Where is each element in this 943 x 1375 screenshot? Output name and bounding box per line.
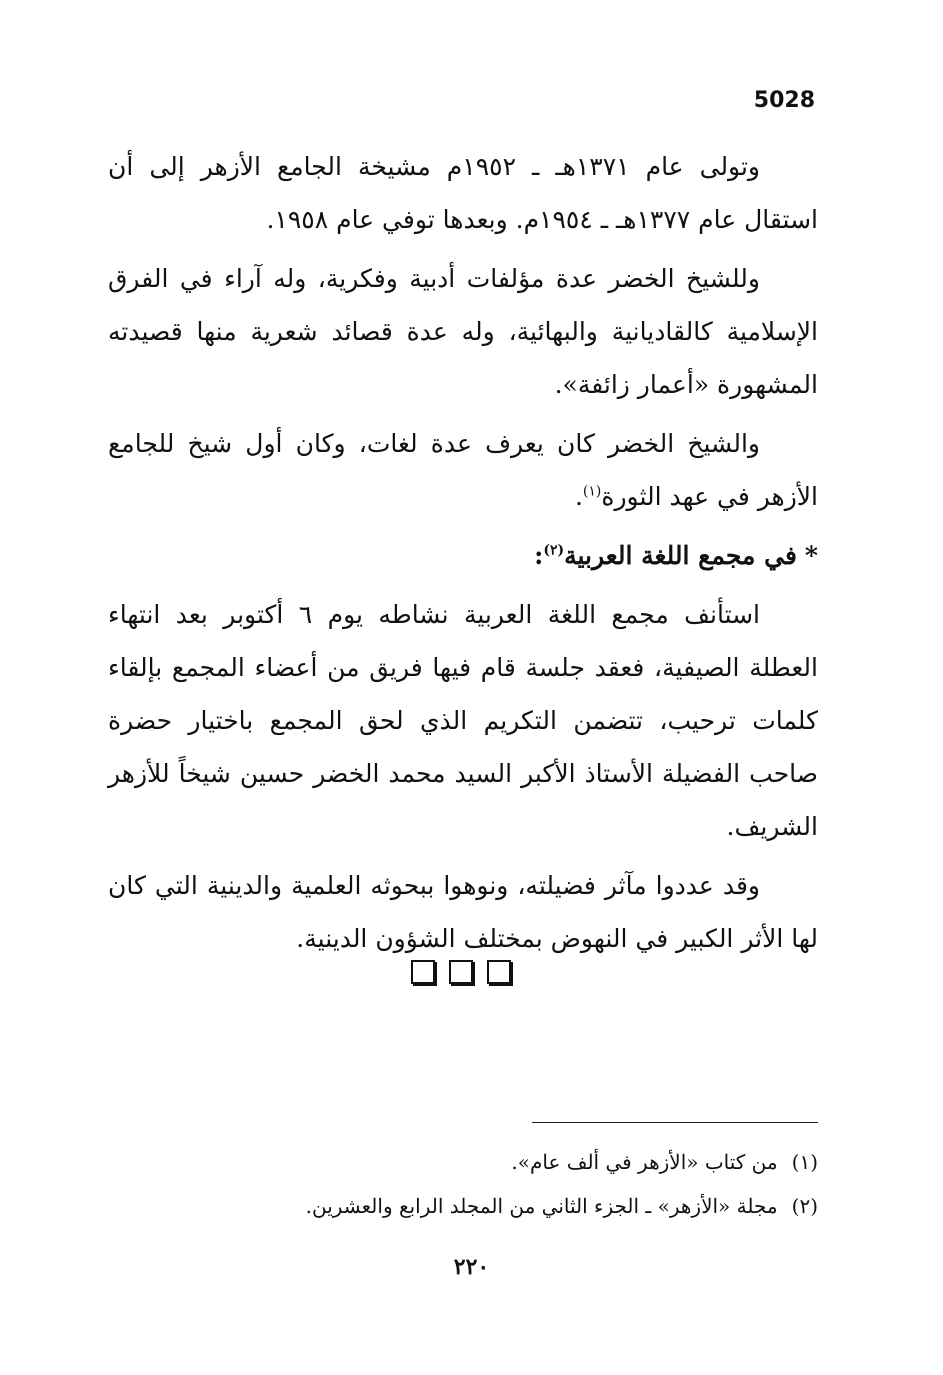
section-separator [411, 960, 511, 984]
separator-box-icon [411, 960, 435, 984]
footnote-divider [532, 1122, 818, 1123]
page-number-bottom: ٢٢٠ [453, 1254, 490, 1280]
paragraph-3-end: . [574, 482, 583, 511]
asterisk-icon: * [804, 541, 818, 570]
paragraph-3 [108, 417, 818, 523]
paragraph-5: وقد عددوا مآثر فضيلته، ونوهوا ببحوثه العلمية والدينية التي كان لها الأثر الكبير في النهوض بمختلف الشؤون الدينية. [108, 871, 818, 953]
separator-box-icon [449, 960, 473, 984]
paragraph-2: وللشيخ الخضر عدة مؤلفات أدبية وفكرية، وله آراء في الفرق الإسلامية كالقاديانية والبهائية، وله عدة قصائد شعرية منها قصيدته المشهورة «أعمار زائفة». [108, 264, 818, 399]
footnote-number: (٢) [791, 1194, 818, 1218]
footnote-number: (١) [791, 1150, 818, 1174]
section-heading-colon: : [534, 541, 544, 570]
paragraph-4: استأنف مجمع اللغة العربية نشاطه يوم ٦ أكتوبر بعد انتهاء العطلة الصيفية، فعقد جلسة قام فيها فريق من أعضاء المجمع بإلقاء كلمات ترحيب، تتضمن التكريم الذي لحق المجمع باختيار حضرة صاحب الفضيلة الأستاذ الأكبر السيد محمد الخضر حسين شيخاً للأزهر الشريف. [108, 600, 818, 841]
footnotes [108, 1140, 818, 1228]
footnote-1 [108, 1140, 818, 1184]
paragraph-1: وتولى عام ١٣٧١هـ ـ ١٩٥٢م مشيخة الجامع الأزهر إلى أن استقال عام ١٣٧٧هـ ـ ١٩٥٤م. وبعدها توفي عام ١٩٥٨. [108, 152, 818, 234]
page-number-top: 5028 [753, 88, 815, 113]
paragraph-3-text: والشيخ الخضر كان يعرف عدة لغات، وكان أول شيخ للجامع الأزهر في عهد الثورة [108, 429, 818, 511]
body-text [108, 140, 818, 971]
separator-box-icon [487, 960, 511, 984]
section-heading-text: في مجمع اللغة العربية [564, 541, 797, 570]
footnote-text: مجلة «الأزهر» ـ الجزء الثاني من المجلد الرابع والعشرين. [305, 1194, 778, 1218]
footnote-ref-1[interactable]: (١) [582, 483, 602, 500]
footnote-ref-2[interactable]: (٢) [543, 542, 565, 559]
section-heading [108, 529, 818, 582]
footnote-2 [108, 1184, 818, 1228]
footnote-text: من كتاب «الأزهر في ألف عام». [511, 1150, 778, 1174]
